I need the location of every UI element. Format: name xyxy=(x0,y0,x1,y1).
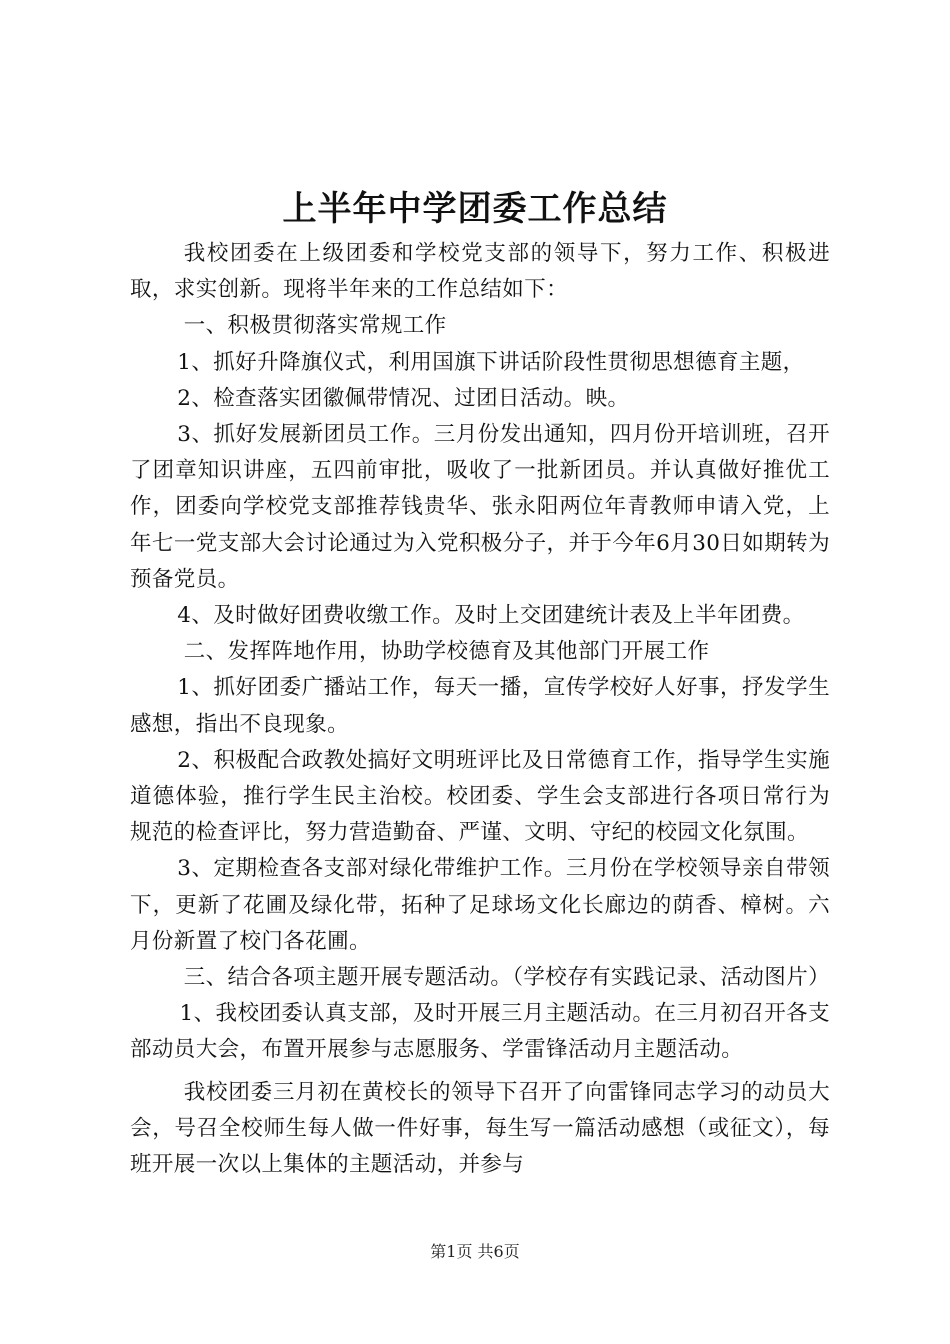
section-heading-1: 一、积极贯彻落实常规工作 xyxy=(183,313,447,339)
paragraph-3-2: 我校团委三月初在黄校长的领导下召开了向雷锋同志学习的动员大会，号召全校师生每人做一件好事，每生写一篇活动感想（或征文），每班开展一次以上集体的主题活动，并参与 xyxy=(130,1079,830,1178)
paragraph-2-1: 1、抓好团委广播站工作，每天一播，宣传学校好人好事，抒发学生感想，指出不良现象。 xyxy=(130,675,830,737)
paragraph-3-1: 1、我校团委认真支部，及时开展三月主题活动。在三月初召开各支部动员大会，布置开展参与志愿服务、学雷锋活动月主题活动。 xyxy=(130,1001,830,1063)
paragraph-1-1: 1、抓好升降旗仪式，利用国旗下讲话阶段性贯彻思想德育主题， xyxy=(177,349,805,375)
paragraph-intro: 我校团委在上级团委和学校党支部的领导下，努力工作、积极进取，求实创新。现将半年来的工作总结如下： xyxy=(130,241,830,303)
page-number-footer: 第1页 共6页 xyxy=(430,1242,520,1261)
section-heading-3: 三、结合各项主题开展专题活动。（学校存有实践记录、活动图片） xyxy=(183,965,831,991)
paragraph-2-2: 2、积极配合政教处搞好文明班评比及日常德育工作，指导学生实施道德体验，推行学生民主治校。校团委、学生会支部进行各项日常行为规范的检查评比，努力营造勤奋、严谨、文明、守纪的校园文化氛围。 xyxy=(130,747,830,846)
section-heading-2: 二、发挥阵地作用，协助学校德育及其他部门开展工作 xyxy=(183,639,710,665)
document-title: 上半年中学团委工作总结 xyxy=(282,189,668,229)
paragraph-1-4: 4、及时做好团费收缴工作。及时上交团建统计表及上半年团费。 xyxy=(177,603,805,629)
paragraph-1-2: 2、检查落实团徽佩带情况、过团日活动。映。 xyxy=(177,385,630,411)
document-body xyxy=(130,236,830,1183)
paragraph-2-3: 3、定期检查各支部对绿化带维护工作。三月份在学校领导亲自带领下，更新了花圃及绿化带，拓种了足球场文化长廊边的荫香、樟树。六月份新置了校门各花圃。 xyxy=(130,856,830,954)
paragraph-1-3: 3、抓好发展新团员工作。三月份发出通知，四月份开培训班，召开了团章知识讲座，五四前审批，吸收了一批新团员。并认真做好推优工作，团委向学校党支部推荐钱贵华、张永阳两位年青教师申请入党，上年七一党支部大会讨论通过为入党积极分子，并于今年6月30日如期转为预备党员。 xyxy=(130,422,830,592)
